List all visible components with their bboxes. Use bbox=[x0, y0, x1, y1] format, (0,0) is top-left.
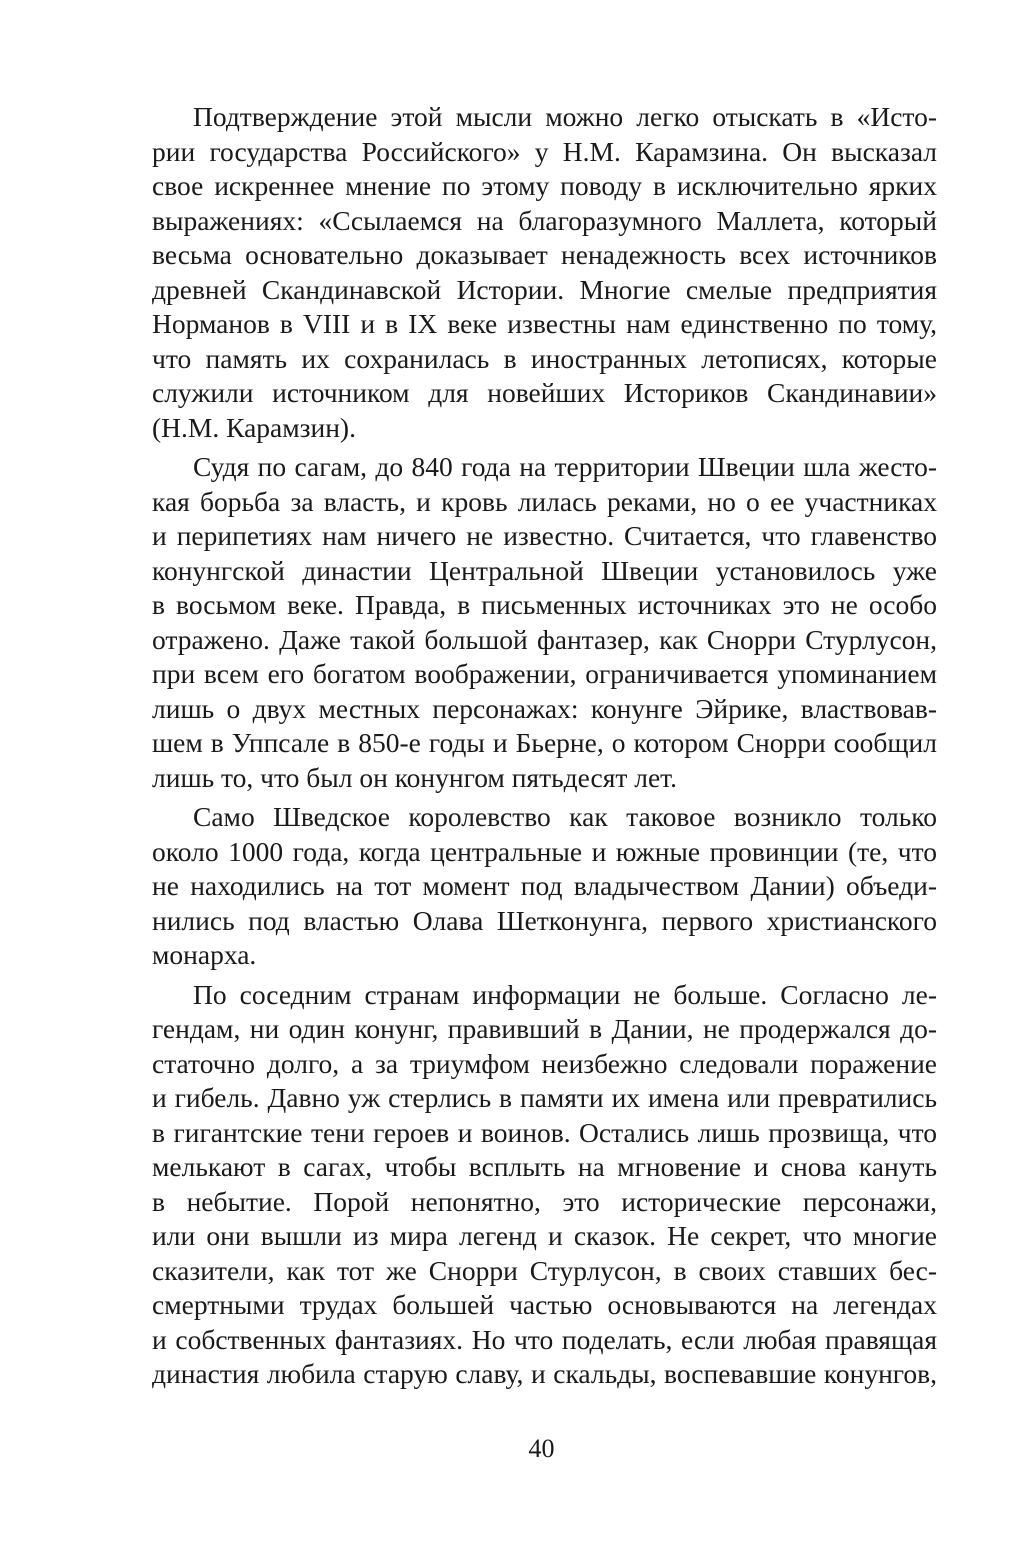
paragraph bbox=[152, 978, 937, 1392]
text-line: и гибель. Давно уж стерлись в памяти их имена или превратились bbox=[152, 1082, 937, 1113]
text-line: Само Шведское королевство как таковое возникло только bbox=[193, 801, 937, 832]
text-line: в гигантские тени героев и воинов. Остались лишь прозвища, что bbox=[152, 1116, 937, 1148]
text-line: нились под властью Олава Шетконунга, первого христианского bbox=[152, 904, 937, 936]
text-line: при всем его богатом воображении, ограничивается упоминанием bbox=[152, 658, 937, 689]
text-line: Судя по сагам, до 840 года на территории Швеции шла жесто- bbox=[193, 451, 937, 482]
text-line: Подтверждение этой мысли можно легко отыскать в «Исто- bbox=[193, 101, 937, 132]
text-line: отражено. Даже такой большой фантазер, как Снорри Стурлусон, bbox=[152, 623, 937, 655]
text-line: около 1000 года, когда центральные и южные провинции (те, что bbox=[152, 835, 937, 867]
page-number: 40 bbox=[528, 1434, 555, 1463]
text-line: в восьмом веке. Правда, в письменных источниках это не особо bbox=[152, 589, 937, 620]
text-line: гендам, ни один конунг, правивший в Дании, не продержался до- bbox=[152, 1013, 937, 1044]
text-line: статочно долго, а за триумфом неизбежно следовали поражение bbox=[152, 1047, 937, 1079]
text-line: династия любила старую славу, и скальды, воспевавшие конунгов, bbox=[152, 1358, 937, 1389]
text-line: в небытие. Порой непонятно, это исторические персонажи, bbox=[152, 1185, 937, 1217]
text-line: древней Скандинавской Истории. Многие смелые предприятия bbox=[152, 273, 937, 305]
text-line: свое искреннее мнение по этому поводу в исключительно ярких bbox=[152, 170, 937, 201]
paragraph bbox=[152, 800, 937, 973]
text-line: По соседним странам информации не больше. Согласно ле- bbox=[193, 978, 937, 1010]
text-line: весьма основательно доказывает ненадежность всех источников bbox=[152, 239, 937, 270]
text-line: Норманов в VIII и в IX веке известны нам единственно по тому, bbox=[152, 308, 937, 339]
text-line: выражениях: «Ссылаемся на благоразумного Маллета, который bbox=[152, 204, 937, 236]
text-line: смертными трудах большей частью основываются на легендах bbox=[152, 1289, 937, 1320]
text-line: монарха. bbox=[152, 939, 257, 970]
text-line: не находились на тот момент под владычеством Дании) объеди- bbox=[152, 870, 937, 901]
text-line: кая борьба за власть, и кровь лилась реками, но о ее участниках bbox=[152, 485, 937, 517]
text-line: или они вышли из мира легенд и сказок. Не секрет, что многие bbox=[152, 1220, 937, 1251]
text-line: шем в Уппсале в 850-е годы и Бьерне, о котором Снорри сообщил bbox=[152, 727, 937, 758]
text-line: конунгской династии Центральной Швеции установилось уже bbox=[152, 554, 937, 586]
text-line: что память их сохранилась в иностранных летописях, которые bbox=[152, 342, 937, 374]
text-line: и собственных фантазиях. Но что поделать, если любая правящая bbox=[152, 1323, 937, 1355]
text-line: рии государства Российского» у Н.М. Карамзина. Он высказал bbox=[152, 135, 937, 167]
text-line: (Н.М. Карамзин). bbox=[152, 411, 356, 443]
text-line: лишь то, что был он конунгом пятьдесят лет. bbox=[152, 761, 678, 793]
paragraph bbox=[152, 450, 937, 795]
text-line: мелькают в сагах, чтобы всплыть на мгновение и снова кануть bbox=[152, 1151, 937, 1182]
text-line: служили источником для новейших Историков Скандинавии» bbox=[152, 377, 937, 408]
body-text bbox=[152, 100, 937, 1392]
text-line: лишь о двух местных персонажах: конунге Эйрике, властвовав- bbox=[152, 692, 937, 724]
text-line: и перипетиях нам ничего не известно. Считается, что главенство bbox=[152, 520, 937, 551]
paragraph bbox=[152, 100, 937, 445]
text-line: сказители, как тот же Снорри Стурлусон, в своих ставших бес- bbox=[152, 1254, 937, 1286]
